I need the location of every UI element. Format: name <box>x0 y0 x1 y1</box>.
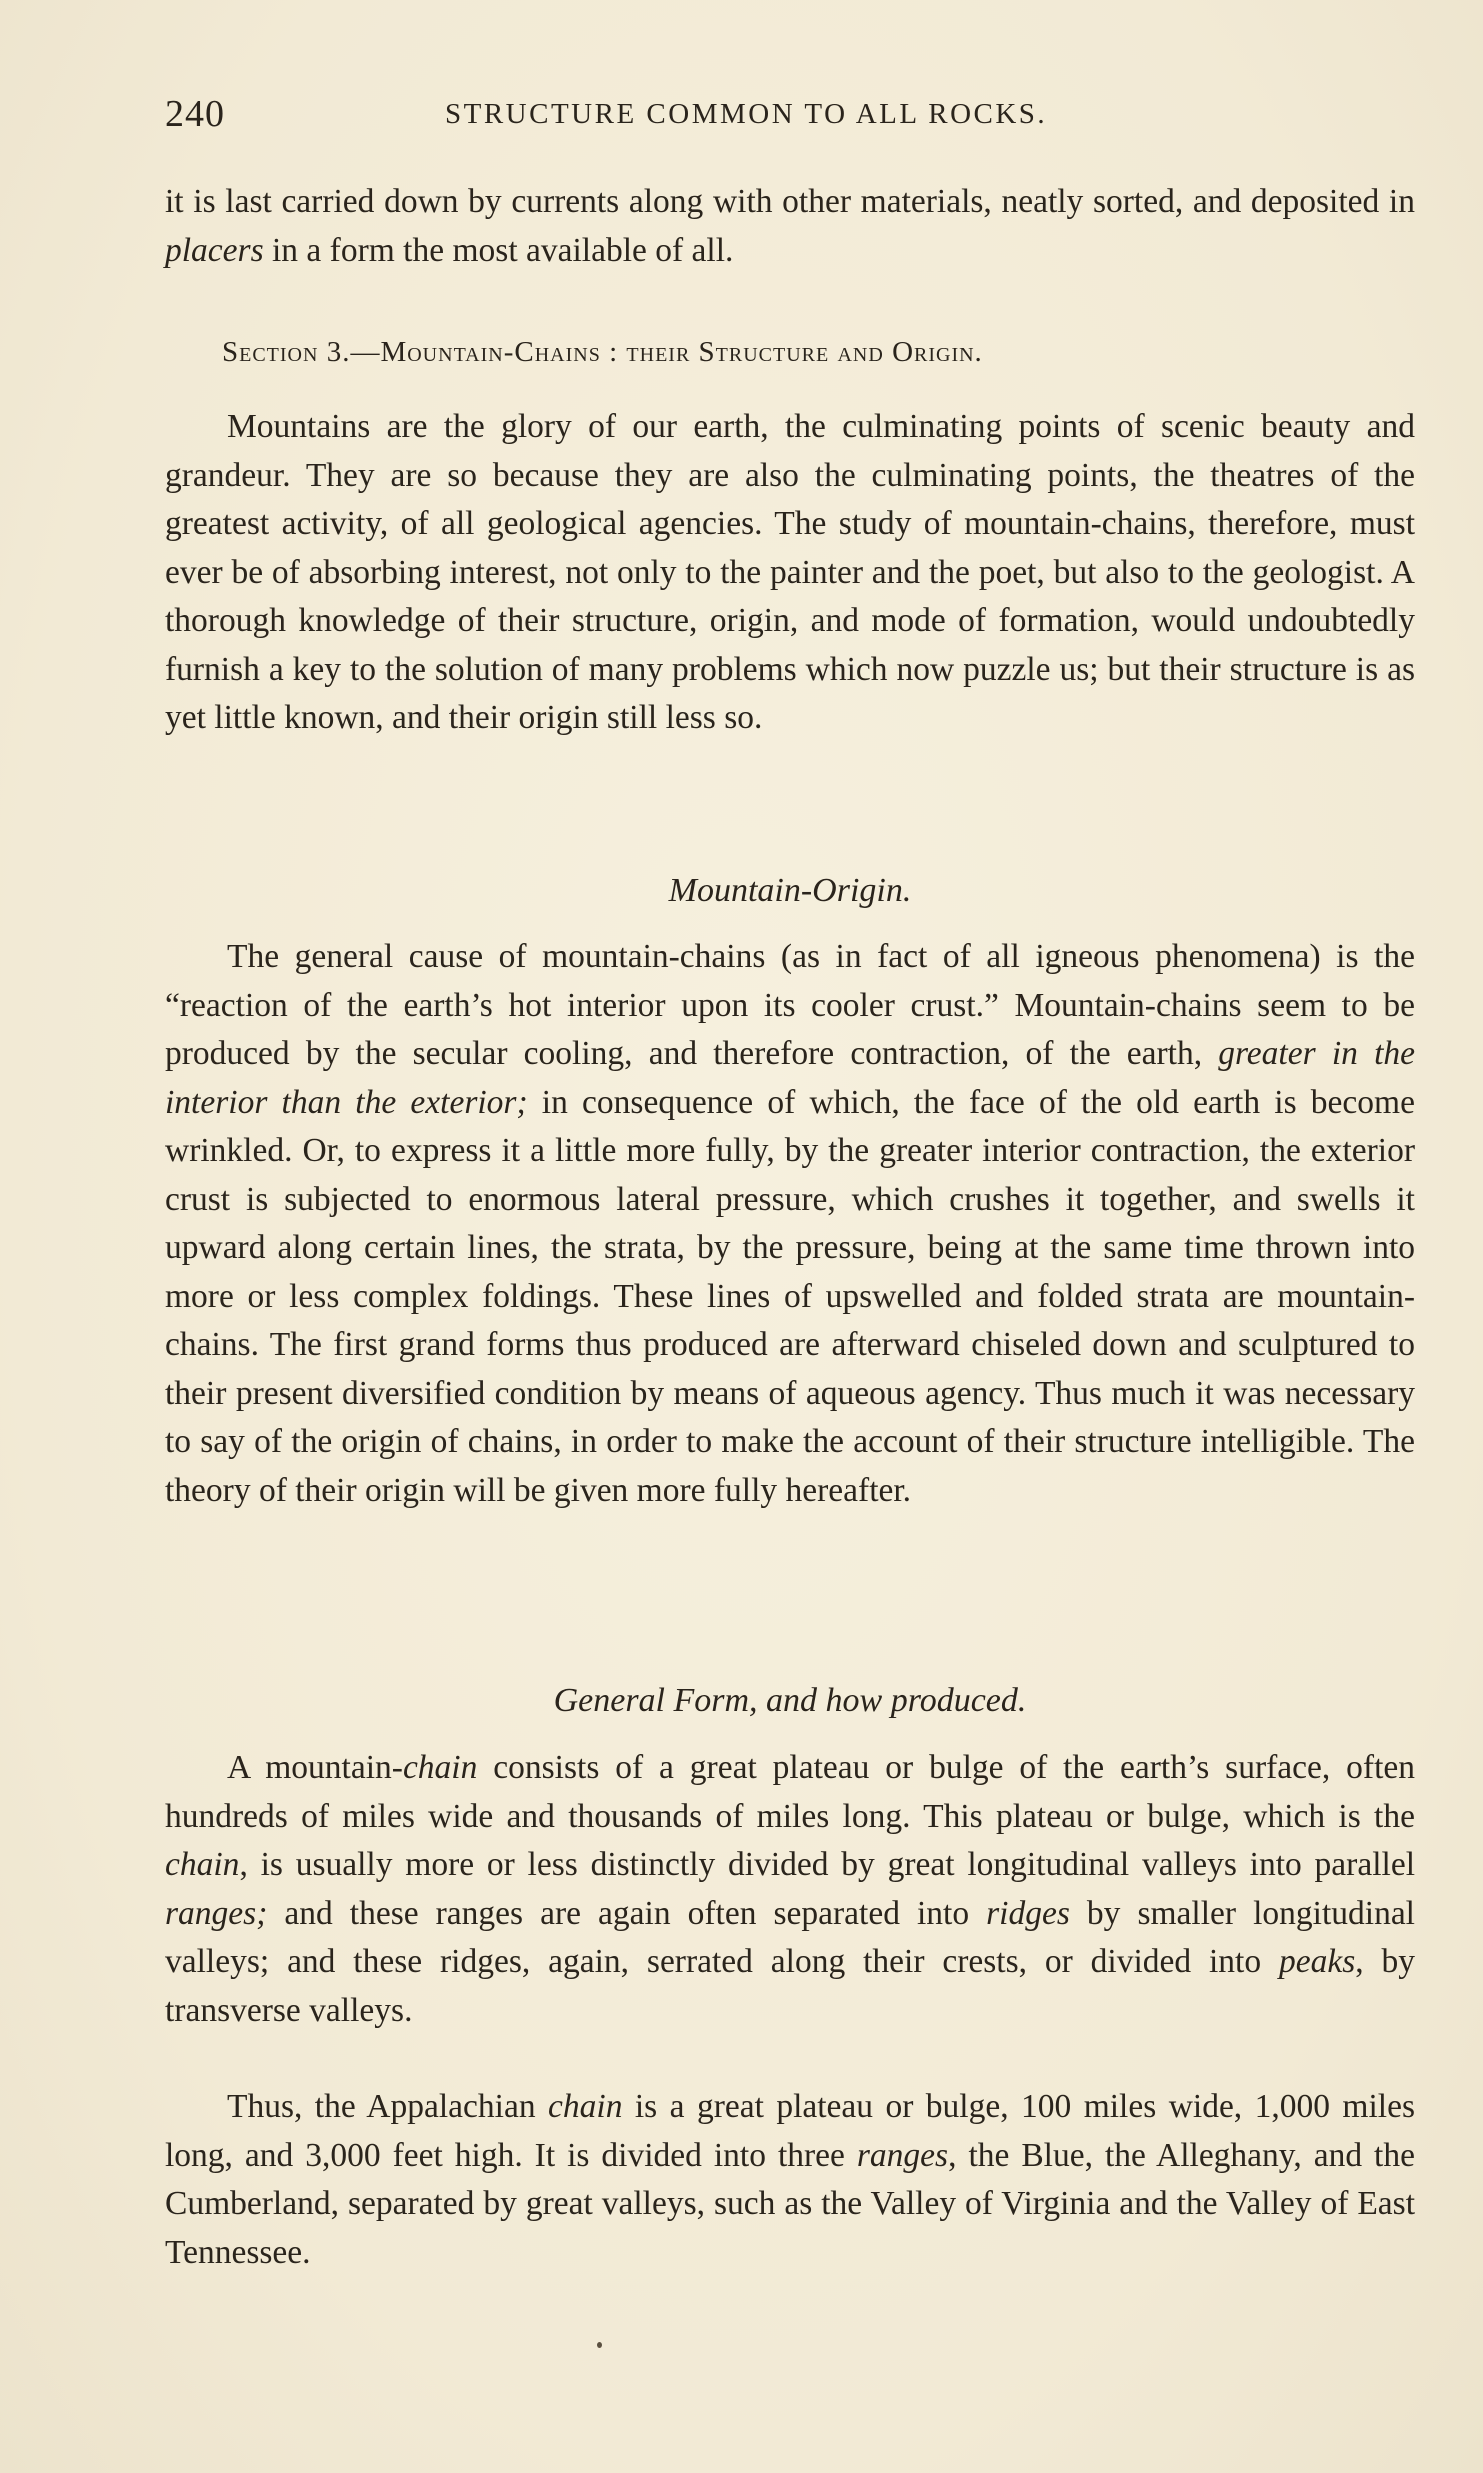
form-italic-chain: chain <box>165 1846 240 1883</box>
origin-italic: greater in the interior than the exterior; <box>165 1035 1415 1121</box>
origin-text-end: in consequence of which, the face of the old earth is become wrinkled. Or, to express it a little more fully, by the greater interior contraction, the exterior crust is subjected to enormous lateral pressure, which crushes it together, and swells it upward along certain lines, the strata, by the pressure, being at the same time thrown into more or less complex foldings. These lines of upswelled and folded strata are mountain-chains. The first grand forms thus produced are afterward chiseled down and sculptured to their present diversified condition by means of aqueous agency. Thus much it was necessary to say of the origin of chains, in order to make the account of their structure intelligible. The theory of their origin will be given more fully hereafter. <box>165 1083 1415 1509</box>
section-number: Section 3. <box>222 336 351 368</box>
appalachian-text: Thus, the Appalachian <box>227 2088 549 2125</box>
form-text: , by transverse valleys. <box>165 1943 1416 2029</box>
section-colon: : <box>600 336 627 368</box>
intro-text-end: in a form the most available of all. <box>263 231 734 269</box>
section-title-main: Mountain-Chains <box>380 336 601 368</box>
form-italic-chain: chain <box>402 1749 478 1786</box>
origin-text: The general cause of mountain-chains (as in fact of all igneous phenomena) is the “reaction of the earth’s hot interior upon its cooler crust.” Mountain-chains seem to be produced by the secular cooling, and therefore contraction, of the earth, <box>165 938 1415 1072</box>
appalachian-paragraph <box>165 2083 1415 2277</box>
section-heading <box>222 336 1412 369</box>
form-text: , is usually more or less distinctly divided by great longitudinal valleys into parallel <box>239 1846 1415 1883</box>
page-number: 240 <box>165 93 225 135</box>
form-italic-peaks: peaks <box>1278 1943 1356 1980</box>
ink-speck <box>597 2342 602 2348</box>
form-text: consists of a great plateau or bulge of the earth’s surface, often hundreds of miles wide and thousands of miles long. This plateau or bulge, which is the <box>165 1749 1415 1835</box>
appalachian-italic-chain: chain <box>548 2088 623 2125</box>
mountains-text: Mountains are the glory of our earth, the culminating points of scenic beauty and grandeur. They are so because they are also the culminating points, the theatres of the greatest activity, of all geological agencies. The study of mountain-chains, therefore, must ever be of absorbing interest, not only to the painter and the poet, but also to the geologist. A thorough knowledge of their structure, origin, and mode of formation, would undoubtedly furnish a key to the solution of many problems which now puzzle us; but their structure is as yet little known, and their origin still less so. <box>165 408 1415 736</box>
running-title: STRUCTURE COMMON TO ALL ROCKS. <box>445 98 1048 130</box>
appalachian-text: is a great plateau or bulge, 100 miles wide, 1,000 miles long, and 3,000 feet high. It is divided into three <box>165 2088 1415 2174</box>
origin-paragraph <box>165 933 1415 1515</box>
appalachian-text: , the Blue, the Alleghany, and the Cumberland, separated by great valleys, such as the Valley of Virginia and the Valley of East Tennessee. <box>165 2136 1415 2271</box>
form-italic-ranges: ranges; <box>165 1894 268 1932</box>
subheading-general-form: General Form, and how produced. <box>553 1682 1027 1719</box>
section-title-sub: their Structure and Origin. <box>626 336 983 368</box>
form-text: by smaller longitudinal valleys; and these ridges, again, serrated along their crests, or divided into <box>165 1894 1415 1980</box>
intro-paragraph <box>165 178 1415 275</box>
form-text: A mountain- <box>227 1749 403 1786</box>
subheading-mountain-origin: Mountain-Origin. <box>668 872 912 909</box>
running-head <box>165 92 1410 142</box>
appalachian-italic-ranges: ranges <box>856 2136 949 2174</box>
intro-italic-placers: placers <box>165 231 264 269</box>
mountains-paragraph <box>165 403 1415 743</box>
form-text: and these ranges are again often separated into <box>267 1894 987 1932</box>
form-paragraph <box>165 1744 1415 2035</box>
intro-text: it is last carried down by currents along with other materials, neatly sorted, and deposited in <box>165 183 1415 220</box>
form-italic-ridges: ridges <box>986 1894 1070 1932</box>
section-dash: — <box>350 336 381 368</box>
